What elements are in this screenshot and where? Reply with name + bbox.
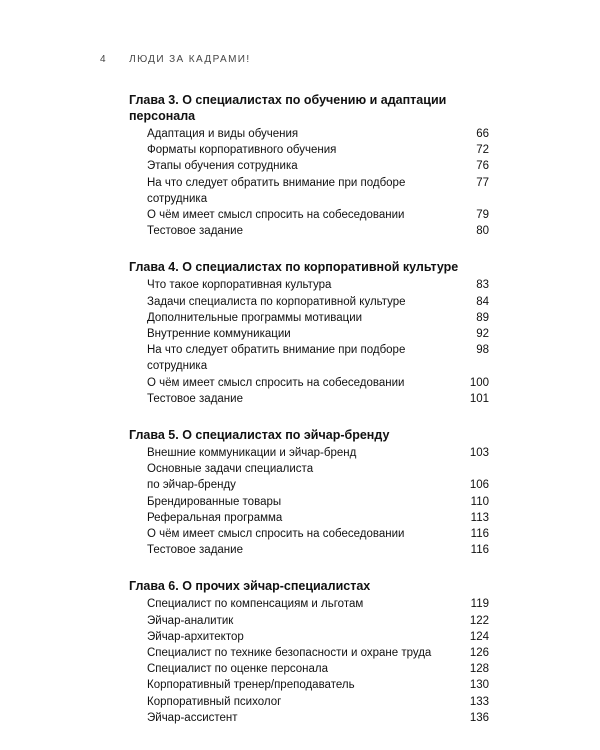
page-number: 4: [100, 54, 107, 65]
toc-entry-label: На что следует обратить внимание при подборе сотрудника: [147, 344, 406, 373]
toc-entry[interactable]: [129, 294, 489, 310]
chapter-title-line: Глава 3. О специалистах по обучению и адаптации: [129, 93, 447, 107]
toc-entry[interactable]: [129, 510, 489, 526]
toc-entry-page: 133: [469, 695, 489, 708]
toc-entry-page: 136: [469, 711, 489, 724]
toc-entry-page: 113: [470, 511, 489, 524]
toc-entry-label: Эйчар-ассистент: [147, 711, 238, 724]
toc-entry[interactable]: [129, 526, 489, 542]
chapter-title-line: персонала: [129, 109, 196, 123]
toc-entry-page: 126: [469, 647, 489, 660]
running-title: ЛЮДИ ЗА КАДРАМИ!: [129, 54, 251, 65]
toc-entry-page: 72: [476, 144, 489, 157]
toc-entry-label: Тестовое задание: [147, 544, 243, 557]
toc-entry[interactable]: [129, 477, 489, 493]
toc-entry[interactable]: [129, 158, 489, 174]
chapter-title: Глава 5. О специалистах по эйчар-бренду: [129, 428, 390, 443]
toc-entry[interactable]: [129, 694, 489, 710]
toc-entry-label: О чём имеет смысл спросить на собеседовании: [147, 209, 405, 222]
toc-entry-label: Дополнительные программы мотивации: [147, 311, 363, 324]
toc-entry-page: 92: [476, 328, 489, 341]
toc-entry-page: 128: [469, 663, 489, 676]
toc-entry-label: Тестовое задание: [147, 225, 243, 238]
toc-entry-label: Тестовое задание: [147, 392, 243, 405]
chapter-title: Глава 4. О специалистах по корпоративной культуре: [129, 260, 459, 275]
toc-entry-label: Что такое корпоративная культура: [147, 279, 332, 292]
toc-entry[interactable]: [129, 310, 489, 326]
toc-entry-label: Задачи специалиста по корпоративной культуре: [147, 295, 406, 308]
chapter-6: [129, 578, 489, 726]
toc-entry-label: Брендированные товары: [147, 495, 282, 508]
toc-entry[interactable]: [129, 375, 489, 391]
toc-entry[interactable]: [129, 677, 489, 693]
toc-entry[interactable]: [129, 661, 489, 677]
toc-entry-label: Эйчар-аналитик: [147, 614, 234, 627]
toc-entry[interactable]: [129, 613, 489, 629]
toc-entry-label: Основные задачи специалиста: [147, 463, 314, 476]
toc-entry[interactable]: [129, 342, 489, 374]
toc-entry-page: 100: [469, 376, 489, 389]
toc-entry-label: Эйчар-архитектор: [147, 630, 244, 643]
toc-entry-page: 77: [476, 176, 489, 189]
toc-entry-page: 79: [476, 209, 489, 222]
toc-entry-page: 98: [476, 344, 489, 357]
toc-entry[interactable]: [129, 175, 489, 207]
toc-entry-page: 80: [476, 225, 489, 238]
chapter-title: Глава 6. О прочих эйчар-специалистах: [129, 579, 371, 594]
toc-entry[interactable]: [129, 542, 489, 558]
toc-entry-page: 124: [469, 630, 489, 643]
toc-entry-page: 122: [469, 614, 489, 627]
toc-entry-label: Адаптация и виды обучения: [147, 128, 299, 140]
toc-entry-page: 83: [476, 279, 489, 292]
toc-entry-page: 101: [469, 392, 489, 405]
toc-entry-page: 130: [469, 679, 489, 692]
toc-entry[interactable]: [129, 494, 489, 510]
toc-entry-page: 116: [470, 528, 489, 541]
toc-entry[interactable]: [129, 445, 489, 461]
toc-entry-page: 110: [470, 495, 489, 508]
toc-entry-page: 66: [476, 128, 489, 140]
toc-entry[interactable]: [129, 207, 489, 223]
toc-entry[interactable]: [129, 326, 489, 342]
table-of-contents: [129, 92, 489, 746]
toc-entry[interactable]: [129, 391, 489, 407]
toc-entry-label: Корпоративный психолог: [147, 695, 282, 708]
chapter-4: [129, 259, 489, 407]
toc-entry[interactable]: [129, 126, 489, 142]
toc-entry-page: 84: [476, 295, 489, 308]
toc-entry-label: О чём имеет смысл спросить на собеседовании: [147, 376, 405, 389]
toc-entry[interactable]: [129, 629, 489, 645]
toc-entry[interactable]: [129, 645, 489, 661]
toc-entry[interactable]: [129, 596, 489, 612]
toc-entry-label: Специалист по технике безопасности и охране труда: [147, 647, 432, 660]
toc-entry-label: Специалист по оценке персонала: [147, 663, 328, 676]
chapter-title: [129, 92, 489, 124]
toc-entry-label: Этапы обучения сотрудника: [147, 160, 298, 173]
chapter-5: [129, 427, 489, 558]
toc-entry[interactable]: [129, 142, 489, 158]
toc-entry[interactable]: [129, 461, 489, 477]
toc-entry-label: Корпоративный тренер/преподаватель: [147, 679, 355, 692]
chapter-3: [129, 92, 489, 239]
toc-entry-page: 119: [470, 598, 489, 611]
toc-entry-label: Специалист по компенсациям и льготам: [147, 598, 364, 611]
toc-entry-page: 89: [476, 311, 489, 324]
toc-entry-label: Реферальная программа: [147, 511, 283, 524]
toc-entry-label: На что следует обратить внимание при подборе сотрудника: [147, 176, 406, 205]
toc-entry[interactable]: [129, 710, 489, 726]
toc-entry-label: О чём имеет смысл спросить на собеседовании: [147, 528, 405, 541]
toc-entry-label: Внутренние коммуникации: [147, 328, 291, 341]
toc-entry[interactable]: [129, 277, 489, 293]
toc-entry-page: 106: [469, 479, 489, 492]
toc-entry-page: 103: [469, 447, 489, 460]
toc-entry-label: по эйчар-бренду: [147, 479, 236, 492]
running-header: [100, 54, 251, 65]
toc-entry-label: Внешние коммуникации и эйчар-бренд: [147, 447, 357, 460]
toc-entry-label: Форматы корпоративного обучения: [147, 144, 337, 157]
toc-entry-page: 76: [476, 160, 489, 173]
toc-entry[interactable]: [129, 223, 489, 239]
toc-entry-page: 116: [470, 544, 489, 557]
